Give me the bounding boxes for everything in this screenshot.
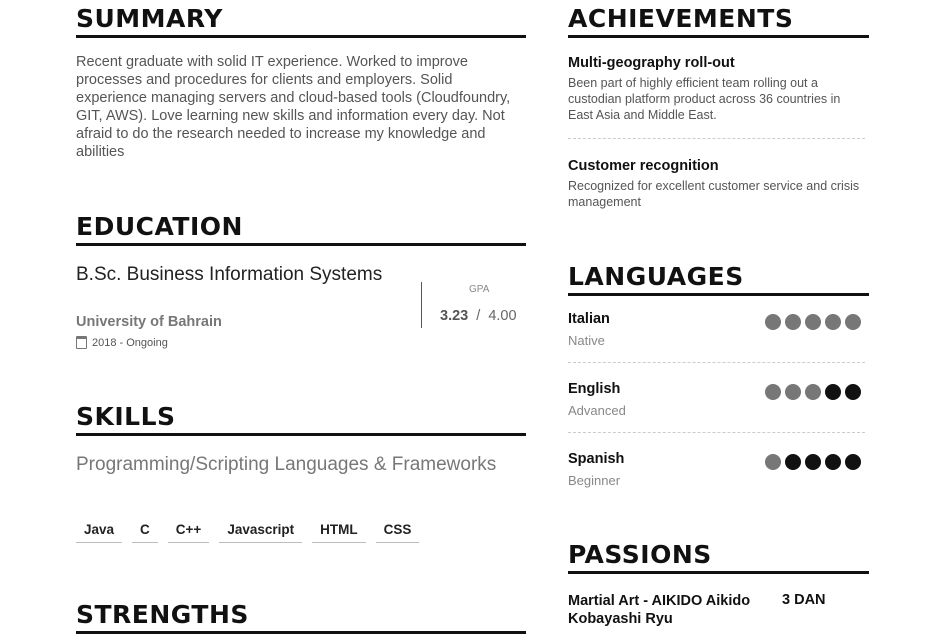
language-item [568,451,865,501]
passion-level: 3 DAN [782,592,826,608]
divider [568,362,865,363]
gpa-label: GPA [469,284,490,295]
proficiency-dot [825,454,841,470]
gpa-score: 3.23 [440,308,469,324]
passions-heading: PASSIONS [568,542,869,574]
proficiency-dot [825,384,841,400]
achievement-description: Recognized for excellent customer service and crisis management [568,179,860,209]
passion-name: Martial Art - AIKIDO Aikido Kobayashi Ryu [568,593,751,627]
degree-title: B.Sc. Business Information Systems [76,264,383,285]
summary-text: Recent graduate with solid IT experience. Worked to improve processes and procedures for clients and employers. Solid experience managing servers and cloud-based tools (Cloudfoundry, GIT, AWS). Love learning new skills and information every day. Not afraid to do the research needed to increase my knowledge and abilities [76,54,511,160]
language-name: English [568,381,621,397]
proficiency-dot [845,454,861,470]
proficiency-dot [805,454,821,470]
proficiency-dots [765,454,861,470]
skill-tag: C++ [168,518,210,543]
proficiency-dot [805,384,821,400]
language-level: Advanced [568,403,626,418]
divider [568,432,865,433]
language-item [568,311,865,361]
language-name: Italian [568,311,610,327]
education-dates-text: 2018 - Ongoing [92,336,168,349]
education-dates [76,336,168,349]
gpa-value [440,308,517,324]
skill-tag: HTML [312,518,366,543]
proficiency-dot [845,384,861,400]
language-level: Native [568,333,605,348]
proficiency-dot [765,454,781,470]
skills-category: Programming/Scripting Languages & Frameworks [76,454,497,475]
education-heading: EDUCATION [76,214,526,246]
language-level: Beginner [568,473,621,488]
skill-tag: C [132,518,158,543]
achievement-item [568,55,865,123]
skill-tag: CSS [376,518,420,543]
proficiency-dot [805,314,821,330]
skill-tags [76,518,419,543]
proficiency-dot [765,384,781,400]
skill-tag: Javascript [219,518,302,543]
languages-heading: LANGUAGES [568,264,869,296]
school-name: University of Bahrain [76,314,222,330]
achievement-title: Customer recognition [568,158,719,174]
language-name: Spanish [568,451,625,467]
achievement-description: Been part of highly efficient team rolling out a custodian platform product across 36 countries in East Asia and Middle East. [568,76,841,122]
strengths-heading: STRENGTHS [76,602,526,634]
proficiency-dot [785,314,801,330]
divider [568,138,865,139]
achievements-heading: ACHIEVEMENTS [568,6,869,38]
proficiency-dot [825,314,841,330]
gpa-max: 4.00 [488,308,517,324]
gpa-box [421,282,527,328]
proficiency-dot [785,454,801,470]
achievement-item [568,158,865,210]
summary-heading: SUMMARY [76,6,526,38]
proficiency-dot [845,314,861,330]
language-item [568,381,865,431]
gpa-separator: / [476,308,481,324]
proficiency-dot [785,384,801,400]
achievement-title: Multi-geography roll-out [568,55,735,71]
proficiency-dots [765,384,861,400]
skill-tag: Java [76,518,122,543]
calendar-icon [76,336,87,349]
proficiency-dot [765,314,781,330]
skills-heading: SKILLS [76,404,526,436]
proficiency-dots [765,314,861,330]
